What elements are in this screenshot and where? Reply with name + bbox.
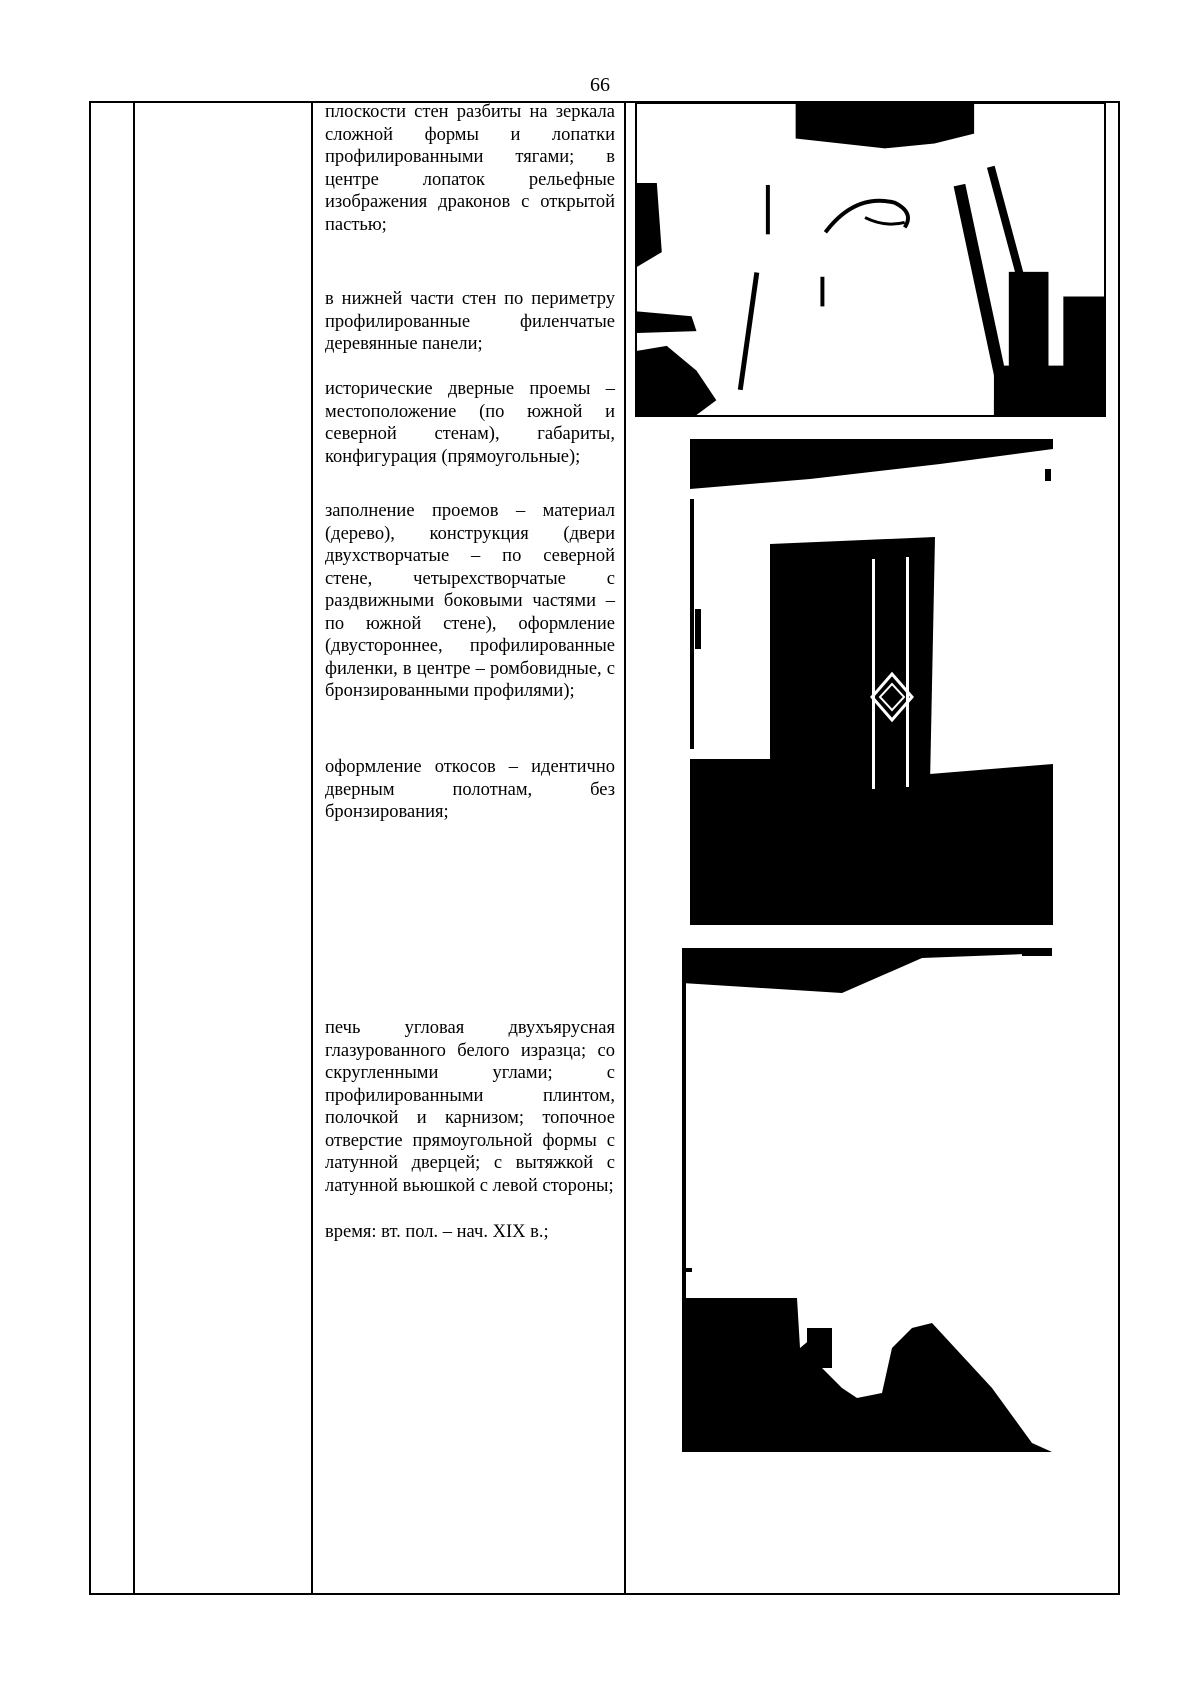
description-panels: в нижней части стен по периметру профилированные филенчатые деревянные панели;: [325, 289, 615, 354]
photo-wall-relief: [635, 102, 1106, 417]
description-doorways: исторические дверные проемы – местоположение (по южной и северной стенам), габариты, конфигурация (прямоугольные);: [325, 379, 615, 467]
photo-stove: [682, 948, 1052, 1452]
description-stove: печь угловая двухъярусная глазурованного белого изразца; со скругленными углами; с профилированными плинтом, полочкой и карнизом; топочное отверстие прямоугольной формы с латунной дверцей; с вытяжкой с латунной вьюшкой с левой стороны;: [325, 1018, 615, 1196]
column-divider-3: [624, 103, 626, 1593]
description-date: время: вт. пол. – нач. XIX в.;: [325, 1222, 549, 1242]
description-walls: плоскости стен разбиты на зеркала сложной формы и лопатки профилированными тягами; в центре лопаток рельефные изображения драконов с открытой пастью;: [325, 102, 615, 235]
photo-door: [690, 439, 1053, 925]
description-door-fill: заполнение проемов – материал (дерево), конструкция (двери двухстворчатые – по северной стене, четырехстворчатые с раздвижными боковыми частями – по южной стене), оформление (двустороннее, профилированные филенки, в центре – ромбовидные, с бронзированными профилями);: [325, 501, 615, 701]
description-reveals: оформление откосов – идентично дверным полотнам, без бронзирования;: [325, 757, 615, 822]
protection-table: [89, 101, 1120, 1595]
description-column: [325, 103, 615, 1593]
column-divider-1: [133, 103, 135, 1593]
column-divider-2: [311, 103, 313, 1593]
page-number: 66: [590, 74, 610, 96]
